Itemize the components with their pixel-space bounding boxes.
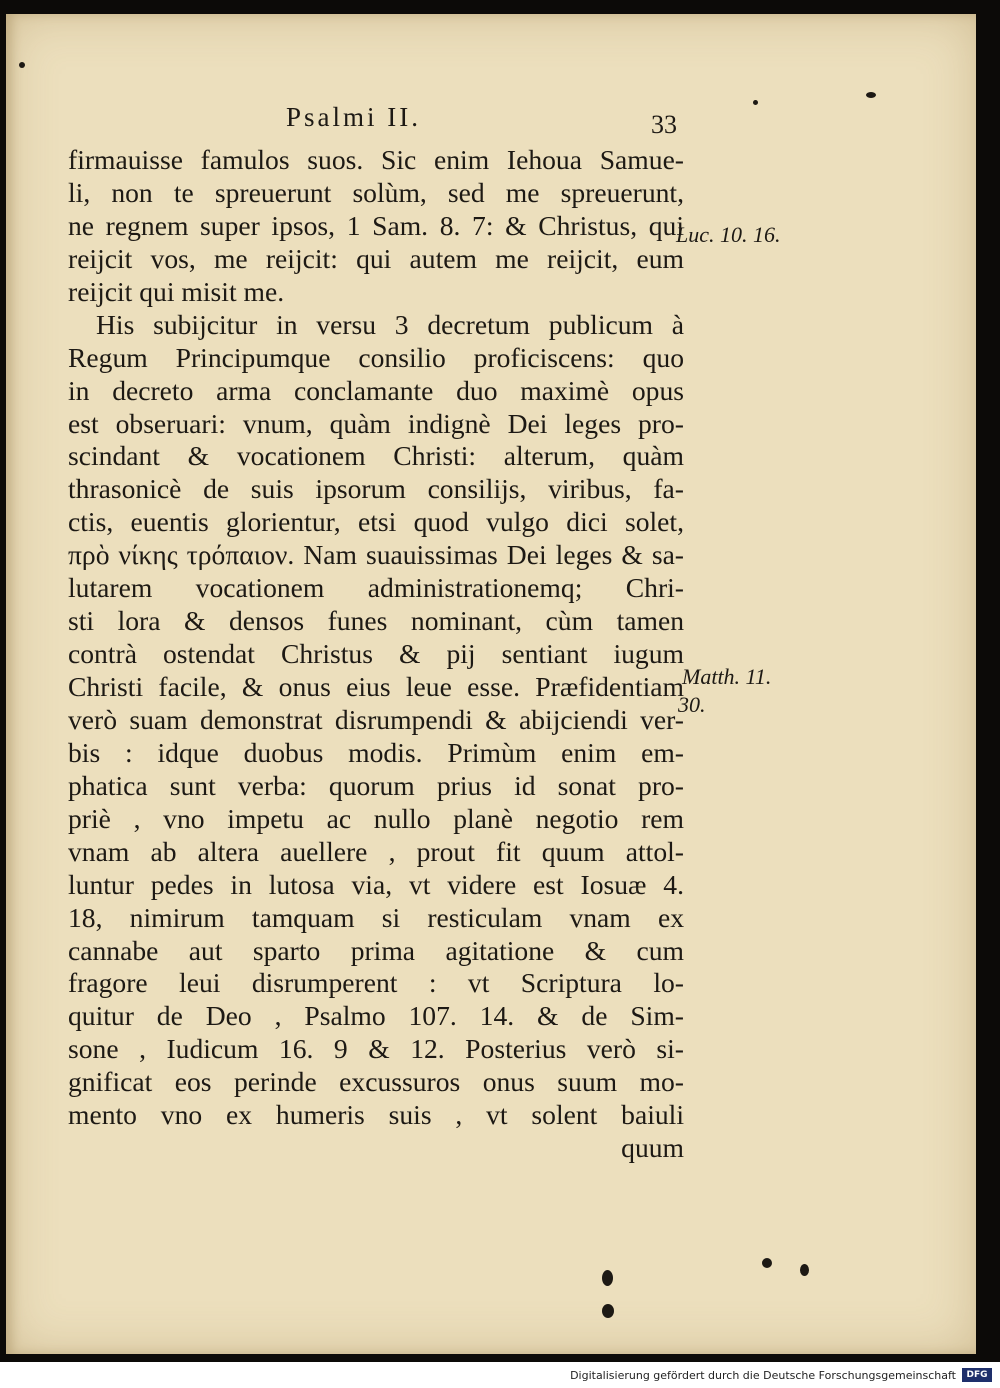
- catchword: quum: [621, 1132, 684, 1164]
- ink-speck: [762, 1258, 772, 1268]
- digitization-footer: [0, 1362, 1000, 1388]
- ink-speck: [866, 92, 876, 98]
- text-line: priè , vno impetu ac nullo planè negotio rem: [68, 802, 684, 834]
- text-line: cannabe aut sparto prima agitatione & cum: [68, 934, 684, 966]
- ink-speck: [753, 100, 758, 105]
- margin-note: Luc. 10. 16.: [676, 222, 781, 247]
- body-text: [68, 144, 684, 1165]
- text-line: est obseruari: vnum, quàm indignè Dei leges pro-: [68, 407, 684, 439]
- text-line: 18, nimirum tamquam si resticulam vnam ex: [68, 901, 684, 933]
- text-line: li, non te spreuerunt solùm, sed me spreuerunt,: [68, 176, 684, 208]
- text-line: luntur pedes in lutosa via, vt videre est Iosuæ 4.: [68, 868, 684, 900]
- margin-note: 30.: [678, 692, 706, 717]
- ink-speck: [19, 62, 25, 68]
- ink-speck: [602, 1304, 614, 1318]
- text-line: contrà ostendat Christus & pij sentiant iugum: [68, 638, 684, 670]
- page-number: 33: [651, 110, 677, 139]
- text-line: sone , Iudicum 16. 9 & 12. Posterius verò si-: [68, 1033, 684, 1065]
- ink-speck: [800, 1264, 809, 1276]
- text-line: bis : idque duobus modis. Primùm enim em-: [68, 736, 684, 768]
- text-line: ctis, euentis glorientur, etsi quod vulgo dici solet,: [68, 506, 684, 538]
- text-line: mento vno ex humeris suis , vt solent baiuli: [68, 1099, 684, 1131]
- ink-speck: [602, 1270, 613, 1286]
- text-line: Regum Principumque consilio proficiscens: quo: [68, 341, 684, 373]
- text-line: reijcit qui misit me.: [68, 275, 285, 307]
- text-line: reijcit vos, me reijcit: qui autem me reijcit, eum: [68, 242, 684, 274]
- text-line: fragore leui disrumperent : vt Scriptura lo-: [68, 967, 684, 999]
- funding-credit: Digitalisierung gefördert durch die Deutsche Forschungsgemeinschaft: [570, 1369, 956, 1382]
- text-line: Christi facile, & onus eius leue esse. Præfidentiam: [68, 671, 684, 702]
- text-line: ne regnem super ipsos, 1 Sam. 8. 7: & Christus, qui: [68, 209, 684, 241]
- text-line: in decreto arma conclamante duo maximè opus: [68, 374, 684, 406]
- text-line: verò suam demonstrat disrumpendi & abijciendi ver-: [68, 703, 684, 735]
- running-header: Psalmi II.: [286, 102, 421, 132]
- book-page: [6, 14, 976, 1354]
- text-line: vnam ab altera auellere , prout fit quum attol-: [68, 835, 684, 867]
- text-line: His subijcitur in versu 3 decretum publicum à: [96, 308, 684, 340]
- text-line: lutarem vocationem administrationemq; Chri-: [68, 572, 684, 604]
- text-line: sti lora & densos funes nominant, cùm tamen: [68, 605, 684, 637]
- dfg-logo: DFG: [962, 1368, 992, 1382]
- text-line: thrasonicè de suis ipsorum consilijs, viribus, fa-: [68, 473, 684, 505]
- text-line: firmauisse famulos suos. Sic enim Iehoua Samue-: [68, 144, 684, 175]
- text-line: scindant & vocationem Christi: alterum, quàm: [68, 440, 684, 472]
- text-line: gnificat eos perinde excussuros onus suum mo-: [68, 1066, 684, 1098]
- margin-note: Matth. 11.: [682, 664, 772, 689]
- text-line: πρὸ νίκης τρόπαιον. Nam suauissimas Dei leges & sa-: [68, 539, 684, 571]
- text-line: quitur de Deo , Psalmo 107. 14. & de Sim-: [68, 1000, 684, 1032]
- text-line: phatica sunt verba: quorum prius id sonat pro-: [68, 769, 684, 801]
